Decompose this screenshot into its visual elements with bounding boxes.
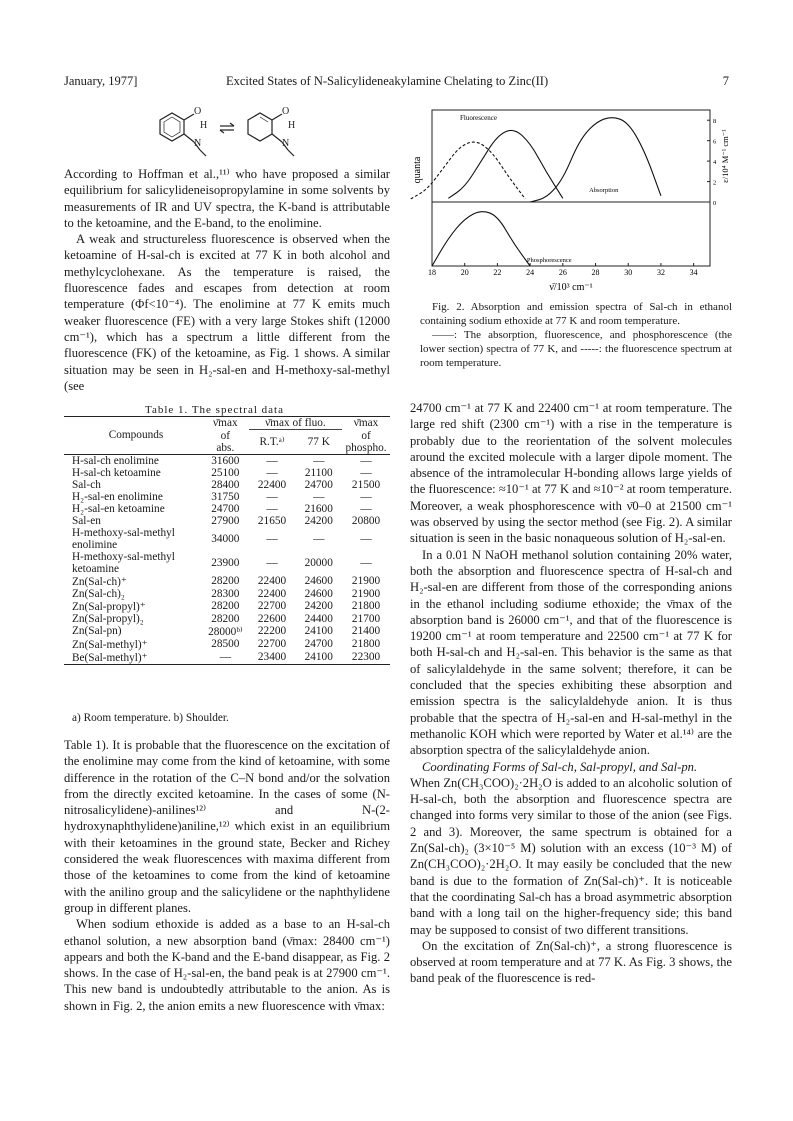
cell-compound: Zn(Sal-propyl)₂ — [72, 612, 144, 625]
fluorescence-rt-curve — [411, 142, 525, 199]
cell-phos: 21900 — [351, 587, 381, 600]
cell-abs: 28200 — [211, 600, 240, 612]
cell-k77: 20000 — [304, 556, 333, 569]
paragraph: According to Hoffman et al.,¹¹⁾ who have proposed a similar equilibrium for salicylideneisopropylamine in some solvents by measurements of IR and UV spectra, the K-band is attributable to the ketoamine, and the E-band, to the enolimine. — [64, 167, 390, 230]
cell-compound: H-sal-ch enolimine — [72, 454, 159, 467]
cell-rt: 22400 — [257, 478, 287, 491]
svg-text:H: H — [288, 120, 296, 131]
x-tick-label: 20 — [460, 268, 469, 277]
cell-rt: — — [266, 532, 278, 545]
x-tick-label: 18 — [428, 268, 436, 277]
cell-abs: 23900 — [211, 556, 240, 569]
cell-compound: Zn(Sal-methyl)⁺ — [72, 638, 148, 651]
cell-compound: H₂-sal-en enolimine — [72, 490, 163, 503]
cell-compound: Sal-en — [72, 514, 101, 527]
x-tick-label: 22 — [493, 268, 502, 277]
cell-phos: 21900 — [351, 575, 381, 587]
table-row — [64, 551, 390, 575]
cell-k77: 24200 — [304, 600, 333, 612]
paragraph: A weak and structureless fluorescence is observed when the ketoamine of H-sal-ch is excited at 77 K in both alcohol and methylcyclohexane. As the temperature is raised, the fluorescence fades and escapes from detection at room temperature (Φf<10⁻⁴). The enolimine at 77 K emits much weaker fluorescence (FE) with a very large Stokes shift (12000 cm⁻¹), which has a spectrum a little different from the fluorescence (FK) of the ketoamine, as Fig. 1 shows. A similar situation may be seen in H₂-sal-en and H-methoxy-sal-methyl (see — [64, 232, 390, 393]
svg-text:N: N — [194, 138, 202, 149]
cell-abs: 27900 — [211, 514, 240, 527]
paragraph: 24700 cm⁻¹ at 77 K and 22400 cm⁻¹ at room temperature. The large red shift (2300 cm⁻¹) with a rise in the temperature is probably due to the reorientation of the solvent molecules around the excited molecule with a larger dipole moment. The absence of the intramolecular H-bonding allows large yields of the fluorescence: ≈10⁻¹ at 77 K and ≈10⁻² at room temperature. Moreover, a weak phosphorescence with ν̄0–0 at 21500 cm⁻¹ was observed by using the sector method (see Fig. 2). A similar situation is seen in the basic nonaqueous solution of H₂-sal-en. — [410, 401, 732, 546]
cell-compound: H-methoxy-sal-methyl enolimine — [72, 526, 175, 551]
cell-phos: — — [360, 454, 372, 467]
cell-k77: 24200 — [304, 514, 333, 527]
cell-rt: — — [266, 556, 278, 569]
cell-compound: H₂-sal-en ketoamine — [72, 502, 165, 515]
cell-k77: 24700 — [304, 638, 333, 650]
cell-abs: 28200 — [211, 575, 240, 587]
cell-rt: — — [266, 490, 278, 503]
cell-rt: 22600 — [257, 612, 287, 625]
cell-phos: 20800 — [351, 514, 381, 527]
table-row — [64, 503, 390, 515]
paragraph: When Zn(CH₃COO)₂·2H₂O is added to an alcoholic solution of H-sal-ch, both the absorption and fluorescence spectra are changed into forms very similar to those of the anion (see Figs. 2 and 3). Moreover, the same spectrum is obtained for a Zn(Sal-ch)₂ (3×10⁻⁵ M) solution with an excess (10⁻³ M) of Zn(CH₃COO)₂·2H₂O. It may easily be concluded that the new band is due to the formation of Zn(Sal-ch)⁺. It is noticeable that the coordinating Sal-ch has a broad asymmetric absorption band with a long tail on the higher-frequency side; this band may be supposed to consist of two different transitions. — [410, 775, 732, 937]
cell-compound: Zn(Sal-propyl)⁺ — [72, 600, 146, 613]
col-header-abs-unit: abs. — [216, 441, 235, 454]
cell-k77: 21600 — [304, 502, 333, 515]
cell-abs: 28300 — [211, 587, 240, 600]
running-header — [64, 74, 729, 92]
cell-k77: 24600 — [304, 587, 333, 600]
absorption-label: Absorption — [589, 187, 619, 194]
table-row — [64, 515, 390, 527]
cell-compound: Zn(Sal-ch)₂ — [72, 587, 125, 600]
phosphorescence-label: Phosphorescence — [526, 257, 572, 264]
cell-k77: 24700 — [304, 478, 333, 491]
x-tick-label: 34 — [689, 268, 698, 277]
y-tick-label-right: 0 — [713, 200, 717, 207]
header-date: January, 1977] — [64, 74, 138, 88]
cell-compound: Sal-ch — [72, 478, 101, 491]
table-row — [64, 467, 390, 479]
y-tick-label-right: 6 — [713, 138, 717, 146]
cell-compound: Be(Sal-methyl)⁺ — [72, 651, 148, 664]
fluorescence-77k-curve — [448, 130, 562, 198]
cell-phos: — — [360, 502, 372, 515]
cell-phos: 21800 — [351, 638, 381, 650]
y-axis-label-right: ε/10⁴ M⁻¹ cm⁻¹ — [720, 129, 730, 183]
cell-phos: 21800 — [351, 600, 381, 612]
table-row — [64, 638, 390, 651]
x-tick-label: 26 — [558, 268, 567, 277]
page-number: 7 — [722, 74, 729, 88]
table-header-row — [64, 417, 390, 430]
x-tick-label: 30 — [624, 268, 633, 277]
cell-phos: 22300 — [351, 651, 381, 663]
table-row — [64, 575, 390, 588]
y-tick-label-right: 8 — [713, 118, 717, 126]
cell-k77: 24100 — [304, 625, 333, 637]
cell-rt: 22400 — [257, 587, 287, 600]
svg-text:O: O — [282, 106, 290, 117]
cell-phos: — — [360, 532, 372, 545]
cell-abs: 24700 — [211, 502, 240, 515]
cell-rt: 21650 — [257, 514, 287, 527]
y-tick-label-right: 2 — [713, 179, 717, 187]
cell-abs: 25100 — [211, 466, 240, 479]
cell-compound: H-methoxy-sal-methyl ketoamine — [72, 550, 175, 575]
table-row — [64, 613, 390, 625]
col-header-phos-of: of — [361, 429, 371, 442]
cell-abs: 28000ᵇ⁾ — [208, 625, 243, 638]
svg-text:N: N — [282, 138, 290, 149]
cell-rt: — — [266, 502, 278, 515]
cell-k77: 21100 — [304, 466, 333, 479]
col-header-phos: ν̄max — [353, 417, 379, 430]
cell-k77: 24100 — [304, 651, 333, 663]
cell-phos: 21700 — [351, 612, 381, 625]
x-tick-label: 28 — [591, 268, 600, 277]
y-tick-label-right: 4 — [713, 159, 717, 167]
table-row — [64, 600, 390, 613]
col-header-abs: ν̄max — [213, 417, 238, 430]
col-header-abs-of: of — [220, 429, 231, 442]
cell-k77: — — [313, 454, 325, 467]
plot-frame — [432, 110, 710, 266]
svg-text:O: O — [194, 106, 202, 117]
y-axis-label-left: quanta — [412, 156, 423, 184]
cell-abs: 28200 — [211, 612, 240, 625]
cell-rt: 22200 — [257, 625, 287, 637]
cell-phos: — — [360, 556, 372, 569]
figure-caption — [420, 300, 732, 370]
x-tick-label: 24 — [526, 268, 535, 277]
table-caption: Table 1. The spectral data — [145, 404, 284, 416]
table-row — [64, 479, 390, 491]
paragraph: On the excitation of Zn(Sal-ch)⁺, a strong fluorescence is observed at room temperature and at 77 K. As Fig. 3 shows, the band peak of the fluorescence is red- — [410, 938, 732, 986]
right-column — [410, 400, 732, 987]
col-header-rt: R.T.ᵃ⁾ — [259, 436, 285, 449]
table-notes: a) Room temperature. b) Shoulder. — [72, 712, 229, 724]
x-axis-label: ν̄/10³ cm⁻¹ — [549, 282, 593, 293]
cell-abs: — — [219, 651, 231, 663]
col-header-77k: 77 K — [307, 435, 330, 448]
figure-caption-legend: ——: The absorption, fluorescence, and phosphorescence (the lower section) spectra of 77 K, and -----: the fluorescence spectrum at room temperature. — [420, 329, 732, 369]
table-row — [64, 454, 390, 467]
section-subheading: Coordinating Forms of Sal-ch, Sal-propyl, and Sal-pn. — [422, 759, 698, 774]
fluorescence-label: Fluorescence — [460, 114, 497, 122]
cell-rt: — — [266, 454, 278, 467]
cell-compound: Zn(Sal-pn) — [72, 625, 122, 637]
table-row — [64, 588, 390, 600]
tautomer-structure-drawing — [150, 98, 320, 160]
cell-phos: 21400 — [351, 625, 381, 637]
table-row — [64, 651, 390, 665]
cell-phos: — — [360, 466, 372, 479]
cell-rt: 22700 — [257, 638, 287, 650]
phosphorescence-curve — [432, 212, 530, 266]
cell-compound: Zn(Sal-ch)⁺ — [72, 575, 127, 588]
cell-abs: 31750 — [211, 490, 240, 503]
table-row — [64, 527, 390, 551]
cell-k77: 24600 — [304, 575, 333, 587]
spectral-data-table — [64, 416, 390, 665]
figure-2-spectra — [410, 104, 734, 299]
figure-caption-title: Fig. 2. Absorption and emission spectra of Sal-ch in ethanol containing sodium ethoxide at 77 K and room temperature. — [420, 301, 732, 327]
cell-phos: — — [360, 490, 372, 503]
cell-abs: 31600 — [211, 454, 240, 467]
col-header-phos-unit: phospho. — [345, 441, 387, 454]
paragraph: When sodium ethoxide is added as a base to an H-sal-ch ethanol solution, a new absorption band (ν̄max: 28400 cm⁻¹) appears and both the K-band and the E-band disappear, as Fig. 2 shows. In the case of H₂-sal-en, the band peak is at 27900 cm⁻¹. This new band is undoubtedly attributable to the anion. As is shown in Fig. 2, the anion emits a new fluorescence with ν̄max: — [64, 917, 390, 1013]
col-header-fluo: ν̄max of fluo. — [249, 417, 342, 430]
left-column-top — [64, 166, 390, 394]
cell-abs: 34000 — [211, 532, 240, 545]
col-header-compounds: Compounds — [108, 429, 164, 442]
cell-rt: 22700 — [257, 600, 287, 612]
paragraph: In a 0.01 N NaOH methanol solution containing 20% water, both the absorption and fluorescence spectra of H-sal-ch and H₂-sal-en are different from those of the corresponding anions in the ethanol including sodiume ethoxide; the ν̄max of the absorption band is 26000 cm⁻¹, and that of the fluorescence is 19200 cm⁻¹ at room temperature and 22500 cm⁻¹ at 77 K for both H-sal-ch and H₂-sal-en. This behavior is the same as that of salicylaldehyde in the same solvent; therefore, it can be concluded that the species exhibiting these absorption and emission spectra is the salicylaldehyde anion. It is thus probable that the spectra of H₂-sal-en and H-sal-methyl in the methanolic KOH which were reported by Water et al.¹⁴⁾ are the absorption spectra of the salicylaldehyde anion. — [410, 547, 732, 758]
cell-compound: H-sal-ch ketoamine — [72, 466, 161, 479]
left-column-bottom — [64, 737, 390, 1014]
table-body — [64, 454, 390, 664]
cell-k77: — — [313, 532, 325, 545]
table-row — [64, 625, 390, 638]
cell-k77: 24400 — [304, 612, 333, 625]
paragraph: Table 1). It is probable that the fluorescence on the excitation of the enolimine may come from the kind of ketoamine, with some difference in the rotation of the C–N bond and/or the solvation from the directly excited ketoamine. In the cases of some (N-nitrosalicylidene)-anilines¹²⁾ and N-(2-hydroxynaphthylidene)aniline,¹²⁾ which exist in an equilibrium with their ketoamines in the ground state, Becker and Richey considered the weak fluorescences with maxima different from those of the ketoamines to come from the kind of ketoamine with the anilino group and the salicylidene or the naphthylidene group in different planes. — [64, 738, 390, 915]
cell-rt: 23400 — [257, 651, 287, 663]
cell-rt: — — [266, 466, 278, 479]
table-row — [64, 491, 390, 503]
svg-text:H: H — [200, 120, 208, 131]
cell-k77: — — [313, 490, 325, 503]
cell-abs: 28400 — [211, 478, 240, 491]
cell-rt: 22400 — [257, 575, 287, 587]
cell-abs: 28500 — [211, 638, 240, 650]
cell-phos: 21500 — [351, 478, 381, 491]
x-tick-label: 32 — [656, 268, 665, 277]
header-title: Excited States of N-Salicylideneakylamine Chelating to Zinc(II) — [226, 74, 549, 88]
